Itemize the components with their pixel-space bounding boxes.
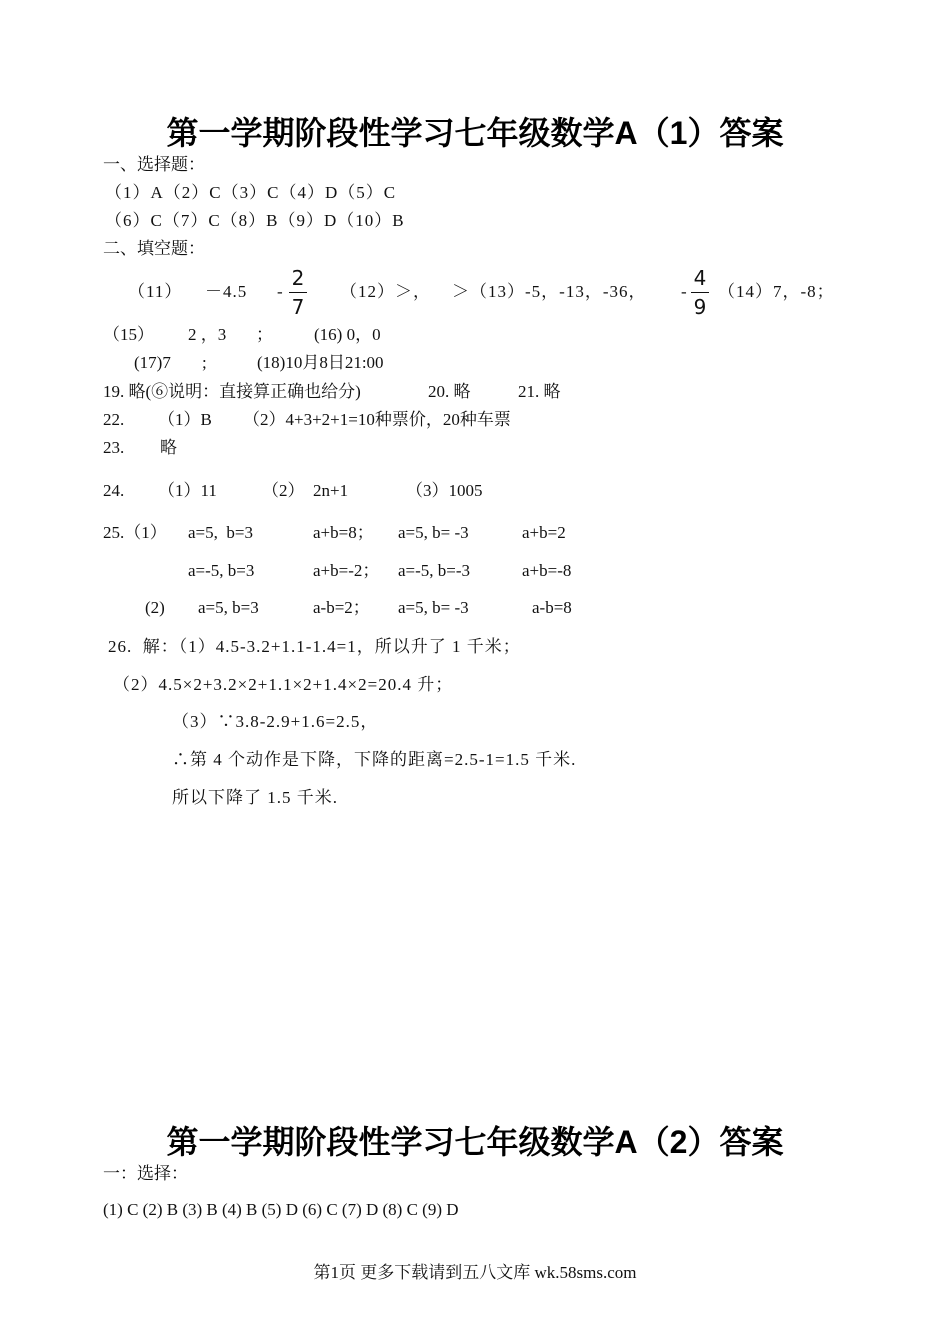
q15-label: （15） [103,325,154,344]
q25-row3-cell: a-b=2； [313,598,370,617]
q22-part1: （1）B [158,410,212,429]
q25-row2-cell: a+b=-2； [313,561,380,580]
q17-answer: (17)7 [134,353,171,372]
q25-row3-cell: a=5, b=3 [198,598,259,617]
a2-choice-heading: 一：选择： [103,1164,188,1183]
q25-row3-cell: a=5, b= -3 [398,598,469,617]
q11-neg-sign: - [277,282,283,301]
q23-label: 23. [103,438,125,457]
q25-row3-cell: a-b=8 [532,598,572,617]
fraction-bar [289,292,307,293]
section-a1-title: 第一学期阶段性学习七年级数学A（1）答案 [166,115,784,151]
choice-heading: 一、选择题： [103,155,205,174]
q20-answer: 20. 略 [428,382,471,401]
q25-row2-cell: a=-5, b=-3 [398,561,471,580]
q11-fraction-denominator: 7 [291,295,305,319]
q18-answer: (18)10月8日21:00 [257,353,384,372]
q26-line: （3）∵3.8-2.9+1.6=2.5， [172,712,379,731]
q12-answer-second: ＞ [452,282,470,301]
q26-line: 所以下降了 1.5 千米. [172,788,338,807]
q13-fraction [691,266,709,319]
q26-line: （2）4.5×2+3.2×2+1.1×2+1.4×2=20.4 升； [113,675,454,694]
q19-answer: 19. 略(⑥说明：直接算正确也给分) [103,382,361,401]
q25-part2-label: (2) [145,598,165,617]
q14-answer: （14）7，-8； [718,282,835,301]
q26-line: 26. 解：（1）4.5-3.2+1.1-1.4=1，所以升了 1 千米； [108,637,521,656]
q25-row1-cell: a+b=2 [522,523,566,542]
q25-row2-cell: a=-5, b=3 [188,561,255,580]
q22-part2: （2）4+3+2+1=10种票价，20种车票 [243,410,511,429]
fraction-bar [691,292,709,293]
choice-answers-line-2: （6）C（7）C（8）B（9）D（10）B [105,211,405,230]
q11-fraction [289,266,307,319]
q13-fraction-numerator: 4 [693,266,707,290]
q25-row2-cell: a+b=-8 [522,561,572,580]
q15-answer: 2 ，3 [188,325,227,344]
q24-part3: （3）1005 [406,481,483,500]
q24-part2: 2n+1 [313,481,349,500]
section-a2-title: 第一学期阶段性学习七年级数学A（2）答案 [166,1124,784,1160]
q17-end: ; [202,353,207,372]
q13-neg-sign: - [681,282,687,301]
q25-row1-cell: a=5, b=3 [188,523,253,542]
q11-answer: －4.5 [205,282,248,301]
q25-label: 25.（1） [103,523,167,542]
q24-part1: （1）11 [158,481,217,500]
q13-fraction-denominator: 9 [693,295,707,319]
q13-answer: （13）-5，-13，-36， [470,282,647,301]
a2-choice-answers-line: (1) C (2) B (3) B (4) B (5) D (6) C (7) D (8) C (9) D [103,1200,459,1219]
q25-row1-cell: a+b=8； [313,523,374,542]
q26-line: ∴第 4 个动作是下降，下降的距离=2.5-1=1.5 千米. [172,750,577,769]
q16-answer: (16) 0，0 [314,325,381,344]
q12-answer: （12）＞， [340,282,431,301]
q25-row1-cell: a=5, b= -3 [398,523,469,542]
q24-label: 24. [103,481,125,500]
choice-answers-line-1: （1）A（2）C（3）C（4）D（5）C [105,183,397,202]
fill-heading: 二、填空题： [103,239,205,258]
q24-part2-label: （2） [262,481,305,500]
q22-label: 22. [103,410,125,429]
q23-answer: 略 [160,438,177,457]
q11-label: （11） [128,282,183,301]
q15-end: ； [256,325,273,344]
q21-answer: 21. 略 [518,382,561,401]
q11-fraction-numerator: 2 [291,266,305,290]
page-footer: 第1页 更多下载请到五八文库 wk.58sms.com [313,1263,637,1282]
